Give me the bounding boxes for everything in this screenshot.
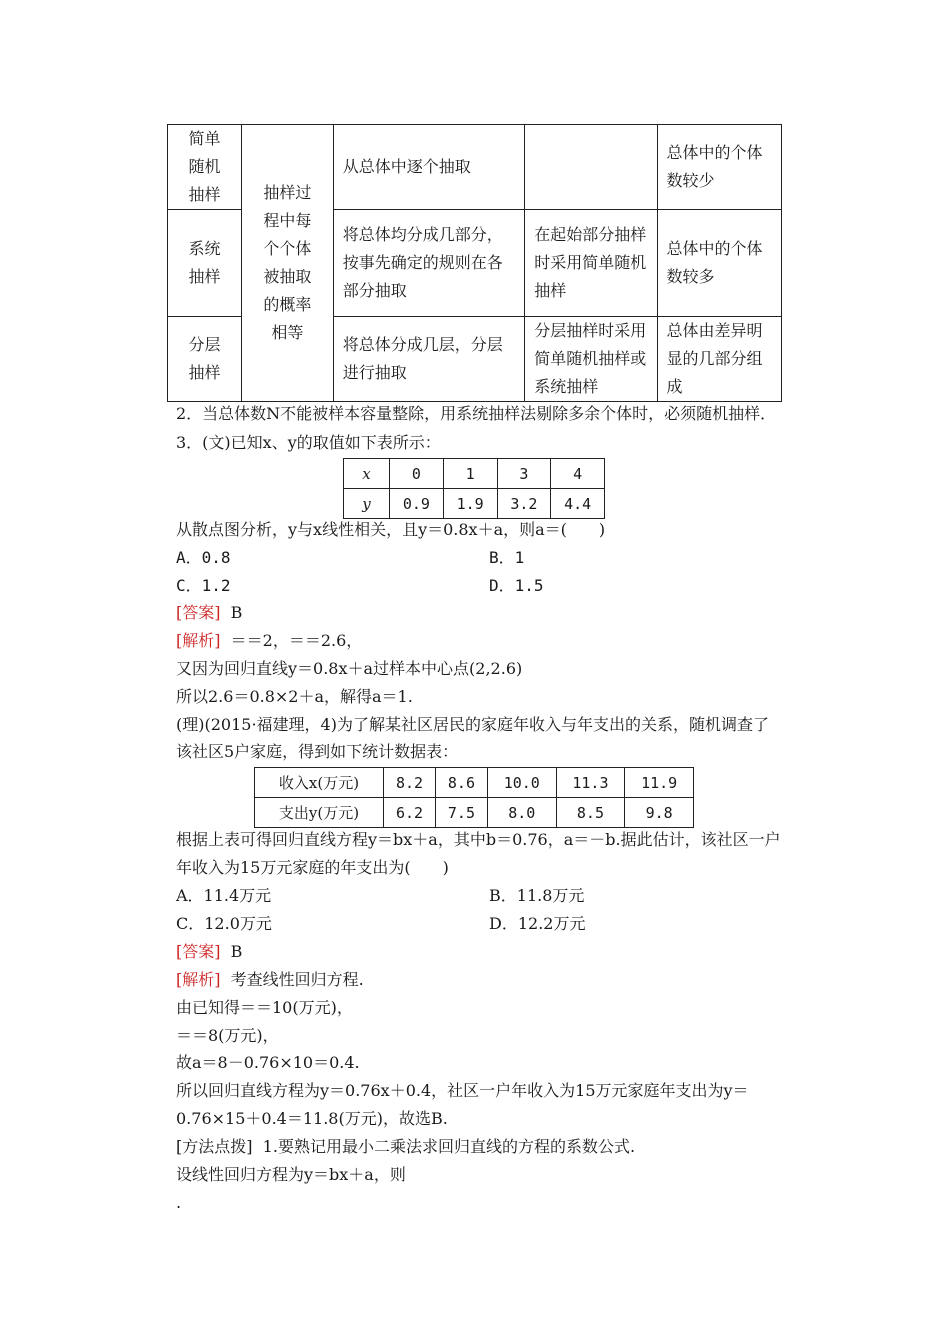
answer-tag: [答案] [176,603,221,622]
answer-line [176,603,242,623]
cell-text: 总体中的个体 [666,239,763,258]
cell-text: 相等 [271,323,304,342]
answer-value: B [230,603,243,622]
scope-cell [657,317,781,402]
method-name-cell [168,210,242,317]
cell-text: 被抽取 [263,267,312,286]
table-cell: 1 [443,459,497,489]
cell-text: 抽样 [534,281,567,300]
analysis-text: 考查线性回归方程. [230,970,364,989]
table-cell: 8.0 [487,798,556,828]
cell-text: 系统抽样 [534,377,599,396]
cell-text: 系统 [188,239,221,258]
option-d: D．1.5 [489,576,544,595]
table-cell: 4.4 [551,489,605,519]
question-3l-line-3: 根据上表可得回归直线方程y＝bx＋a，其中b＝0.76，a＝－b.据此估计，该社区一户 [176,830,781,849]
table-row [344,489,605,519]
method-tip-line-3: . [176,1193,182,1212]
table-cell: 3 [497,459,551,489]
cell-text: 数较多 [666,267,715,286]
cell-text: 按事先确定的规则在各 [342,253,503,272]
table-cell: 1.9 [443,489,497,519]
table-row [255,768,694,798]
analysis-line-3: 所以2.6＝0.8×2＋a，解得a＝1. [176,687,413,706]
cell-text: 数较少 [666,171,715,190]
analysis-line-2: 由已知得＝＝10(万元)， [176,998,353,1017]
method-cell [333,125,525,210]
table-cell: 8.5 [556,798,625,828]
method-tip-tag: [方法点拨] [176,1137,253,1156]
method-cell [333,317,525,402]
option-c: C．12.0万元 [176,914,272,933]
table-cell: 10.0 [487,768,556,798]
cell-text: 程中每 [263,211,312,230]
cell-text: 显的几部分组 [666,349,763,368]
analysis-line-4: 故a＝8－0.76×10＝0.4. [176,1053,360,1072]
common-feature-cell [242,125,334,402]
answer-value: B [230,942,243,961]
option-d: D．12.2万元 [489,914,586,933]
cell-text: 随机 [188,157,221,176]
cell-text: 成 [666,377,683,396]
table-cell: 0 [390,459,444,489]
cell-text: 个个体 [263,239,312,258]
answer-line [176,942,242,962]
cell-text: 在起始部分抽样 [534,225,647,244]
table-cell: 8.6 [435,768,487,798]
cell-text: 总体中的个体 [666,143,763,162]
cell-text: 分层 [188,335,221,354]
relation-cell [525,317,657,402]
option-a: A．0.8 [176,548,231,567]
table-cell: 0.9 [390,489,444,519]
table-cell: 6.2 [384,798,436,828]
analysis-text: ＝＝2，＝＝2.6， [230,631,363,650]
option-b: B．1 [489,548,525,567]
analysis-tag: [解析] [176,970,221,989]
table-header-cell: 收入x(万元) [255,768,384,798]
analysis-line-5: 所以回归直线方程为y＝0.76x＋0.4，社区一户年收入为15万元家庭年支出为y＝ [176,1081,749,1100]
cell-text: 进行抽取 [342,363,407,382]
xy-table [343,458,605,519]
table-cell: 4 [551,459,605,489]
method-tip-line-2: 设线性回归方程为y＝bx＋a，则 [176,1165,406,1184]
scope-cell [657,125,781,210]
table-cell: 11.3 [556,768,625,798]
option-c: C．1.2 [176,576,231,595]
table-cell: 9.8 [625,798,694,828]
method-tip-text: 1.要熟记用最小二乘法求回归直线的方程的系数公式. [262,1137,636,1156]
table-header-cell: x [344,459,390,489]
cell-text: 将总体分成几层，分层 [342,335,503,354]
analysis-tag: [解析] [176,631,221,650]
cell-text: 抽样 [188,185,221,204]
method-name-cell [168,317,242,402]
cell-text: 时采用简单随机 [534,253,647,272]
question-3-stem: 从散点图分析，y与x线性相关，且y＝0.8x＋a，则a＝( ) [176,520,606,539]
question-3l-line-1: (理)(2015·福建理，4)为了解某社区居民的家庭年收入与年支出的关系，随机调查了 [176,715,769,734]
analysis-line [176,631,362,651]
cell-text: 将总体均分成几部分， [342,225,503,244]
cell-text: 抽样 [188,267,221,286]
relation-cell [525,210,657,317]
answer-tag: [答案] [176,942,221,961]
cell-text: 分层抽样时采用 [534,321,647,340]
table-header-cell: y [344,489,390,519]
cell-text: 从总体中逐个抽取 [342,157,471,176]
analysis-line [176,970,364,990]
relation-cell [525,125,657,210]
question-3l-line-2: 该社区5户家庭，得到如下统计数据表： [176,742,459,761]
cell-text: 的概率 [263,295,312,314]
table-row [344,459,605,489]
method-cell [333,210,525,317]
scope-cell [657,210,781,317]
table-row [168,125,782,210]
method-tip-line [176,1137,635,1157]
table-header-cell: 支出y(万元) [255,798,384,828]
cell-text: 简单 [188,129,221,148]
table-cell: 3.2 [497,489,551,519]
option-a: A．11.4万元 [176,886,272,905]
analysis-line-2: 又因为回归直线y＝0.8x＋a过样本中心点(2,2.6) [176,659,523,678]
income-table [254,767,694,828]
analysis-line-6: 0.76×15＋0.4＝11.8(万元)，故选B. [176,1109,448,1128]
cell-text: 抽样过 [263,183,312,202]
note-2: 2．当总体数N不能被样本容量整除，用系统抽样法剔除多余个体时，必须随机抽样． [176,404,777,423]
table-cell: 7.5 [435,798,487,828]
question-3l-line-4: 年收入为15万元家庭的年支出为( ) [176,858,449,877]
cell-text: 抽样 [188,363,221,382]
table-cell: 8.2 [384,768,436,798]
table-cell: 11.9 [625,768,694,798]
table-row [255,798,694,828]
sampling-method-table [167,124,782,402]
cell-text: 总体由差异明 [666,321,763,340]
cell-text: 部分抽取 [342,281,407,300]
method-name-cell [168,125,242,210]
question-3-intro: 3．(文)已知x、y的取值如下表所示： [176,433,441,452]
option-b: B．11.8万元 [489,886,585,905]
analysis-line-3: ＝＝8(万元)， [176,1026,279,1045]
cell-text: 简单随机抽样或 [534,349,647,368]
